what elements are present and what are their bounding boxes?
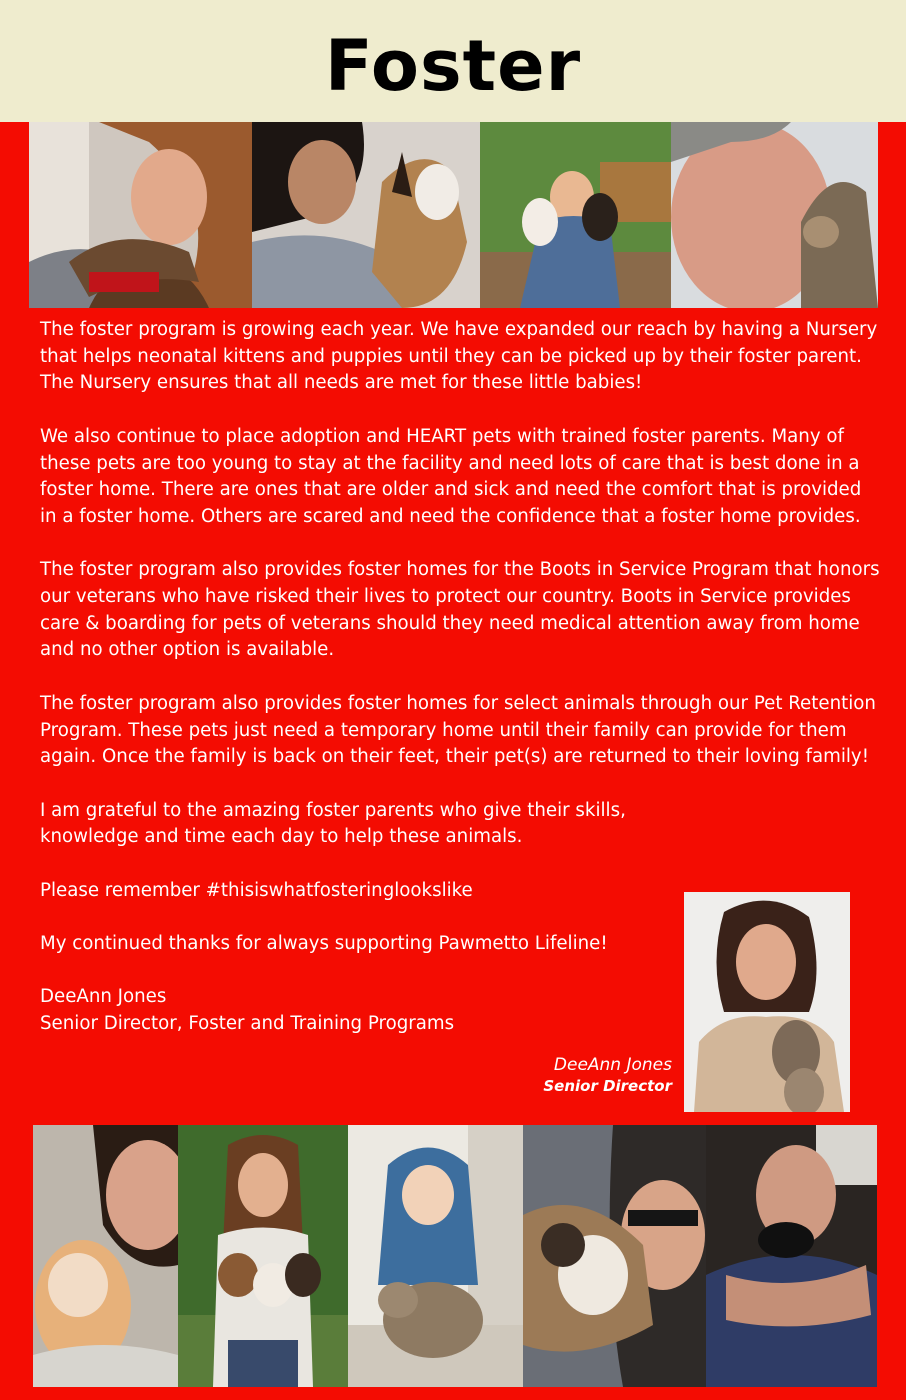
paragraph-boots-in-service: The foster program also provides foster homes for the Boots in Service Program that honors our veterans who have risked their lives to protect our country. Boots in Service provides care & boarding for pets of veterans should they need medical attention away from home and no other option is available. — [40, 559, 880, 661]
header-banner — [0, 0, 906, 122]
paragraph-gratitude: I am grateful to the amazing foster parents who give their skills, knowledge and time each day to help these animals. — [40, 799, 626, 848]
photo-woman-with-calico-cat — [523, 1125, 706, 1387]
signature-title: Senior Director, Foster and Training Programs — [40, 1013, 455, 1035]
photo-woman-with-kitten — [33, 1125, 178, 1387]
paragraph-nursery: The foster program is growing each year. We have expanded our reach by having a Nursery that helps neonatal kittens and puppies until they can be picked up by their foster parent. The Nursery ensures that all needs are met for these little babies! — [40, 319, 878, 394]
paragraph-hashtag: Please remember #thisiswhatfosteringlookslike — [40, 879, 473, 901]
signature-name: DeeAnn Jones — [40, 986, 167, 1008]
photo-woman-with-puppy — [252, 122, 480, 308]
photo-woman-kissing-cat — [671, 122, 878, 308]
photo-man-with-kitten — [706, 1125, 877, 1387]
paragraph-pet-retention: The foster program also provides foster homes for select animals through our Pet Retention Program. These pets just need a temporary home until their family can provide for them again. Once the family is back on their feet, their pet(s) are returned to their loving family! — [40, 692, 876, 768]
photo-woman-with-puppies-outdoors — [178, 1125, 348, 1387]
photo-child-with-cat — [348, 1125, 523, 1387]
caption-title: Senior Director — [543, 1077, 672, 1095]
portrait-caption — [520, 1054, 672, 1096]
photo-woman-with-dachshund — [29, 122, 252, 308]
caption-name: DeeAnn Jones — [553, 1055, 672, 1075]
page-title: Foster — [324, 25, 582, 107]
photo-woman-holding-puppies — [480, 122, 671, 308]
paragraph-heart-pets: We also continue to place adoption and HEART pets with trained foster parents. Many of these pets are too young to stay at the facility and need lots of care that is best done in a foster home. There are ones that are older and sick and need the comfort that is provided in a foster home. Others are scared and need the confidence that a foster home provides. — [40, 425, 862, 527]
portrait-photo — [684, 892, 850, 1112]
paragraph-thanks: My continued thanks for always supporting Pawmetto Lifeline! — [40, 933, 608, 955]
